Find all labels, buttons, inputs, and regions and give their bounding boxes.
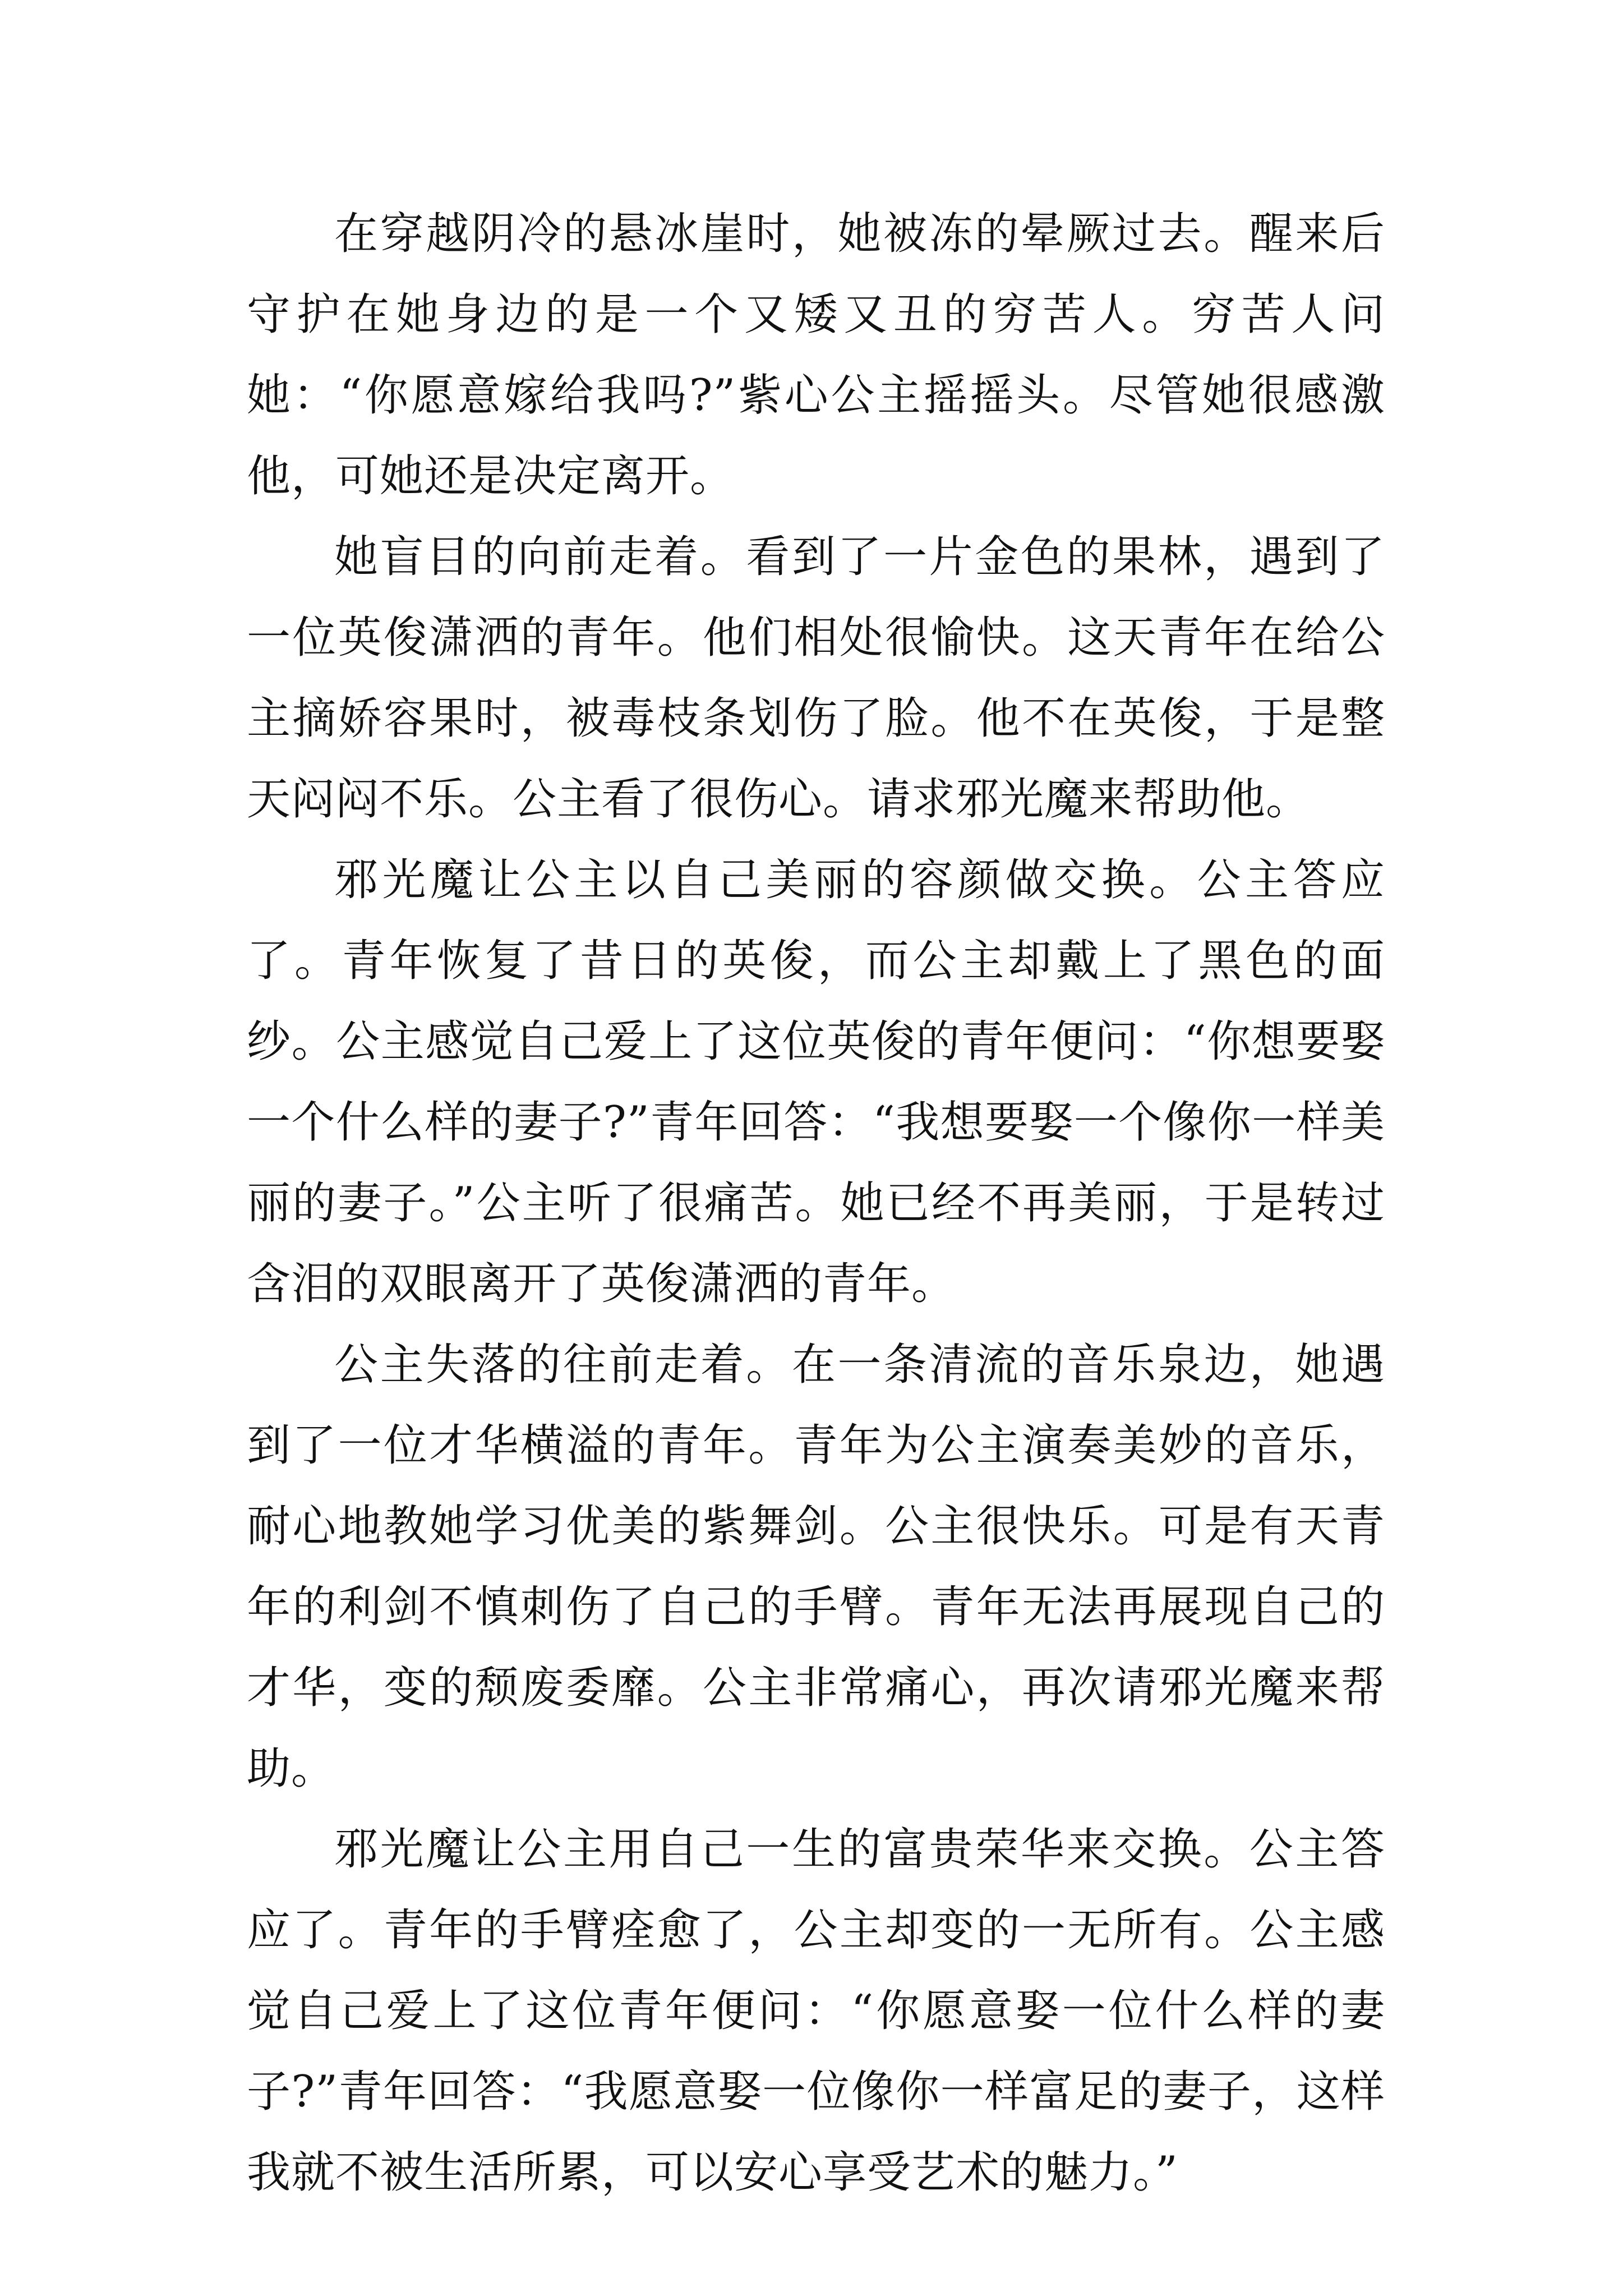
paragraph-2: 她盲目的向前走着。看到了一片金色的果林，遇到了一位英俊潇洒的青年。他们相处很愉快。这天青年在给公主摘娇容果时，被毒枝条划伤了脸。他不在英俊，于是整天闷闷不乐。公主看了很伤心。请求邪光魔来帮助他。: [247, 532, 1385, 825]
paragraph-3: 邪光魔让公主以自己美丽的容颜做交换。公主答应了。青年恢复了昔日的英俊，而公主却戴上了黑色的面纱。公主感觉自己爱上了这位英俊的青年便问：“你想要娶一个什么样的妻子?”青年回答：“我想要娶一个像你一样美丽的妻子。”公主听了很痛苦。她已经不再美丽，于是转过含泪的双眼离开了英俊潇洒的青年。: [247, 855, 1385, 1309]
paragraph-4: 公主失落的往前走着。在一条清流的音乐泉边，她遇到了一位才华横溢的青年。青年为公主演奏美妙的音乐，耐心地教她学习优美的紫舞剑。公主很快乐。可是有天青年的利剑不慎刺伤了自己的手臂。青年无法再展现自己的才华，变的颓废委靡。公主非常痛心，再次请邪光魔来帮助。: [247, 1340, 1385, 1794]
paragraph-1: 在穿越阴冷的悬冰崖时，她被冻的晕厥过去。醒来后守护在她身边的是一个又矮又丑的穷苦人。穷苦人问她：“你愿意嫁给我吗?”紫心公主摇摇头。尽管她很感激他，可她还是决定离开。: [247, 209, 1385, 501]
paragraph-5: 邪光魔让公主用自己一生的富贵荣华来交换。公主答应了。青年的手臂痊愈了，公主却变的一无所有。公主感觉自己爱上了这位青年便问：“你愿意娶一位什么样的妻子?”青年回答：“我愿意娶一位像你一样富足的妻子，这样我就不被生活所累，可以安心享受艺术的魅力。”: [247, 1824, 1385, 2198]
story-text: [247, 194, 1385, 2213]
